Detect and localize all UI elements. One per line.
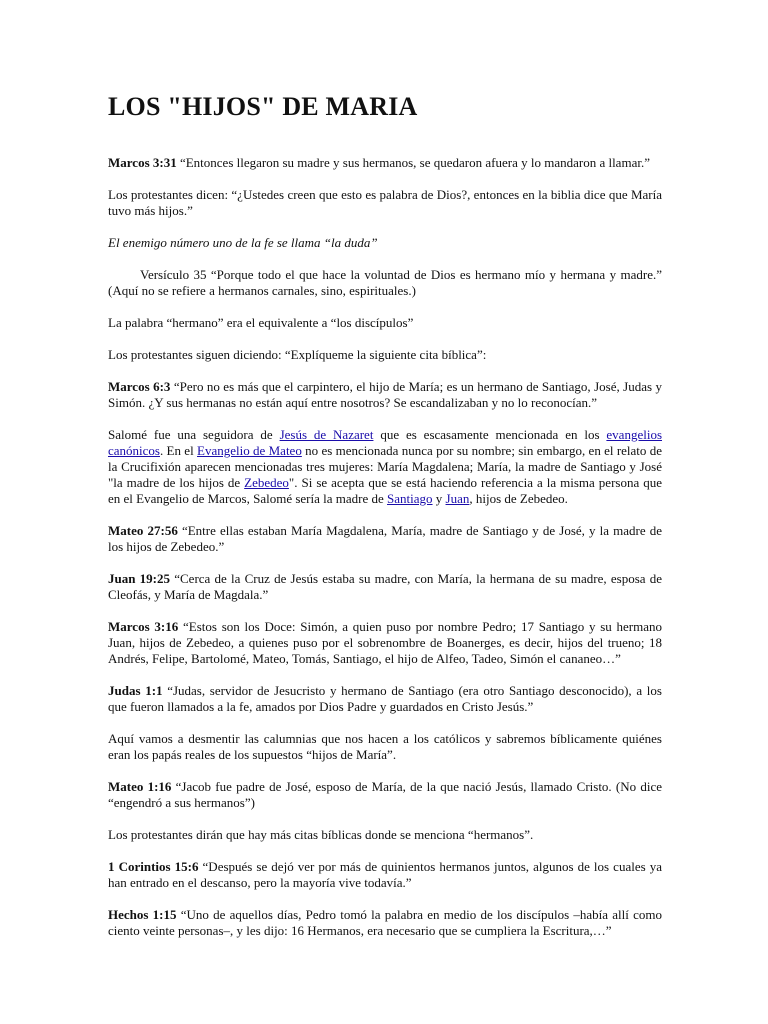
- italic-quote: El enemigo número uno de la fe se llama “la duda”: [108, 235, 378, 250]
- text-segment: y: [432, 491, 446, 506]
- paragraph-enemy-doubt: [108, 235, 662, 251]
- verse-reference: Marcos 3:31: [108, 155, 177, 170]
- link-zebedeo[interactable]: Zebedeo: [244, 475, 289, 490]
- text-segment: no es mencionada nunca por su nombre; sin embargo, en el relato de la Crucifixión aparecen mencionadas tres mujeres: María Magdalena; María, la madre de Santiago y José "la madre de los hijos de: [108, 443, 663, 490]
- paragraph-marcos-3-31: [108, 155, 662, 171]
- verse-text: “Judas, servidor de Jesucristo y hermano de Santiago (era otro Santiago desconocido), a los que fueron llamados a la fe, amados por Dios Padre y guardados en Cristo Jesús.”: [108, 683, 662, 714]
- document-body: [108, 155, 662, 955]
- paragraph-mateo-1-16: [108, 779, 662, 811]
- link-evangelios-canonicos[interactable]: evangelios canónicos: [108, 427, 662, 458]
- verse-reference: Marcos 6:3: [108, 379, 171, 394]
- paragraph-marcos-6-3: [108, 379, 662, 411]
- text-segment: ". Si se acepta que se está haciendo referencia a la misma persona que en el Evangelio de Marcos, Salomé sería la madre de: [108, 475, 662, 506]
- paragraph-juan-19-25: [108, 571, 662, 603]
- paragraph-more-citations: Los protestantes dirán que hay más citas bíblicas donde se menciona “hermanos”.: [108, 827, 534, 842]
- verse-reference: 1 Corintios 15:6: [108, 859, 199, 874]
- text-segment: que es escasamente mencionada en los: [373, 427, 607, 442]
- verse-text: “Jacob fue padre de José, esposo de María, de la que nació Jesús, llamado Cristo. (No dice “engendró a sus hermanos”): [108, 779, 663, 810]
- paragraph-verse-35: Versículo 35 “Porque todo el que hace la voluntad de Dios es hermano mío y hermana y madre.” (Aquí no se refiere a hermanos carnales, sino, espirituales.): [108, 267, 662, 298]
- paragraph-mateo-27-56: [108, 523, 662, 555]
- verse-text: “Estos son los Doce: Simón, a quien puso por nombre Pedro; 17 Santiago y su hermano Juan, hijos de Zebedeo, a quienes puso por el sobrenombre de Boanerges, es decir, hijos del trueno; 18 Andrés, Felipe, Bartolomé, Mateo, Tomás, Santiago, el hijo de Alfeo, Tadeo, Simón el cananeo…”: [108, 619, 663, 666]
- paragraph-refute-calumnies: Aquí vamos a desmentir las calumnias que nos hacen a los católicos y sabremos bíblicamente quiénes eran los papás reales de los supuestos “hijos de María”.: [108, 731, 662, 762]
- paragraph-hechos-1-15: [108, 907, 662, 939]
- link-juan[interactable]: Juan: [445, 491, 470, 506]
- verse-reference: Hechos 1:15: [108, 907, 177, 922]
- verse-reference: Juan 19:25: [108, 571, 171, 586]
- verse-reference: Marcos 3:16: [108, 619, 179, 634]
- link-evangelio-de-mateo[interactable]: Evangelio de Mateo: [197, 443, 302, 458]
- verse-text: “Entonces llegaron su madre y sus hermanos, se quedaron afuera y lo mandaron a llamar.”: [176, 155, 650, 170]
- text-segment: Salomé fue una seguidora de: [108, 427, 280, 442]
- link-jesus-de-nazaret[interactable]: Jesús de Nazaret: [279, 427, 374, 442]
- verse-text: “Cerca de la Cruz de Jesús estaba su madre, con María, la hermana de su madre, esposa de Cleofás, y María de Magdala.”: [108, 571, 663, 602]
- verse-reference: Judas 1:1: [108, 683, 163, 698]
- paragraph-protestants-continue: Los protestantes siguen diciendo: “Explíqueme la siguiente cita bíblica”:: [108, 347, 487, 362]
- paragraph-marcos-3-16: [108, 619, 662, 667]
- verse-reference: Mateo 27:56: [108, 523, 178, 538]
- page-title: LOS "HIJOS" DE MARIA: [108, 92, 418, 121]
- verse-text: “Después se dejó ver por más de quinientos hermanos juntos, algunos de los cuales ya han entrado en el descanso, pero la mayoría vive todavía.”: [108, 859, 662, 890]
- text-segment: . En el: [159, 443, 198, 458]
- paragraph-protestants-say: Los protestantes dicen: “¿Ustedes creen que esto es palabra de Dios?, entonces en la biblia dice que María tuvo más hijos.”: [108, 187, 662, 218]
- verse-text: “Uno de aquellos días, Pedro tomó la palabra en medio de los discípulos –había allí como ciento veinte personas–, y les dijo: 16 Hermanos, era necesario que se cumpliera la Escritura,…”: [108, 907, 662, 938]
- verse-text: “Pero no es más que el carpintero, el hijo de María; es un hermano de Santiago, José, Judas y Simón. ¿Y sus hermanas no están aquí entre nosotros? Se escandalizaban y no lo reconocían.”: [108, 379, 662, 410]
- paragraph-judas-1-1: [108, 683, 662, 715]
- text-segment: , hijos de Zebedeo.: [469, 491, 568, 506]
- paragraph-brother-meaning: La palabra “hermano” era el equivalente a “los discípulos”: [108, 315, 414, 330]
- link-santiago[interactable]: Santiago: [387, 491, 433, 506]
- verse-text: “Entre ellas estaban María Magdalena, María, madre de Santiago y de José, y la madre de los hijos de Zebedeo.”: [108, 523, 663, 554]
- paragraph-1-corintios-15-6: [108, 859, 662, 891]
- paragraph-salome: [108, 427, 662, 507]
- verse-reference: Mateo 1:16: [108, 779, 172, 794]
